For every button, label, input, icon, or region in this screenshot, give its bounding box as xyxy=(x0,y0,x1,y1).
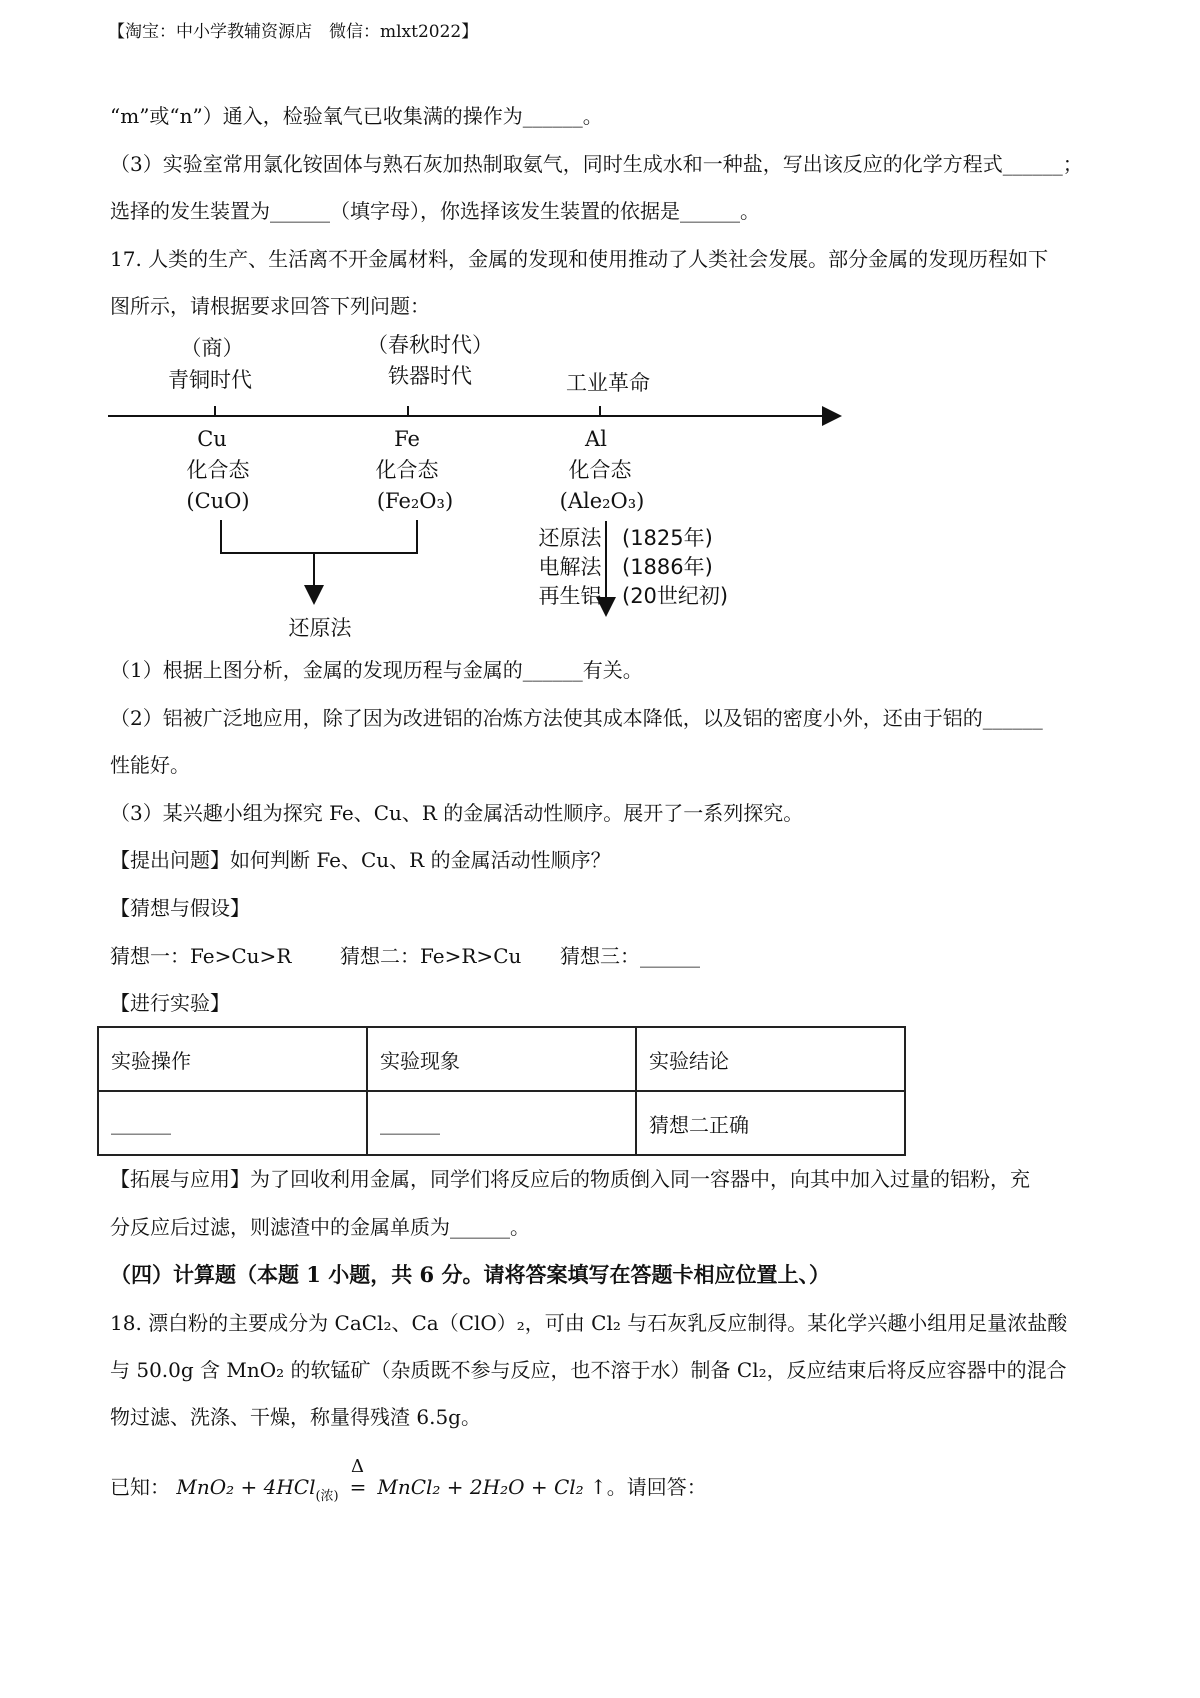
hypothesis-1: 猜想一：Fe>Cu>R xyxy=(110,944,292,968)
era-period: （春秋时代） xyxy=(367,333,493,357)
question-17-3: （3）某兴趣小组为探究 Fe、Cu、R 的金属活动性顺序。展开了一系列探究。 xyxy=(110,801,804,825)
equation-condition: Δ = xyxy=(349,1456,367,1499)
metal-compound: (CuO) xyxy=(186,489,250,513)
equation-rhs: MnCl₂ + 2H₂O + Cl₂ ↑ xyxy=(377,1475,607,1499)
al-method: 再生铝 xyxy=(538,584,602,608)
table-row xyxy=(98,1091,905,1155)
al-year: (1825年) xyxy=(622,526,713,550)
metal-state: 化合态 xyxy=(375,458,439,482)
question-17-1: （1）根据上图分析，金属的发现历程与金属的______有关。 xyxy=(110,658,643,682)
extension-line2: 分反应后过滤，则滤渣中的金属单质为______。 xyxy=(110,1215,530,1239)
question-18-line2: 与 50.0g 含 MnO₂ 的软锰矿（杂质既不参与反应，也不溶于水）制备 Cl₂，反应结束后将反应容器中的混合 xyxy=(110,1358,1067,1382)
equation-lhs-note: (浓) xyxy=(315,1489,339,1504)
era-period: （商） xyxy=(180,336,244,360)
metal-state: 化合态 xyxy=(568,458,632,482)
table-header-row xyxy=(98,1027,905,1091)
merge-bracket xyxy=(221,520,417,553)
text-line: 选择的发生装置为______（填字母），你选择该发生装置的依据是______。 xyxy=(110,199,760,223)
metal-symbol: Al xyxy=(585,427,607,451)
hypothesis-2: 猜想二：Fe>R>Cu xyxy=(340,944,522,968)
metal-state: 化合态 xyxy=(186,458,250,482)
al-method: 还原法 xyxy=(538,526,602,550)
text-line: “m”或“n”）通入，检验氧气已收集满的操作为______。 xyxy=(110,104,603,128)
experiment-heading: 【进行实验】 xyxy=(110,991,230,1015)
era-name: 青铜时代 xyxy=(168,368,252,392)
merge-method: 还原法 xyxy=(288,616,352,640)
table-cell: ______ xyxy=(367,1091,636,1155)
question-17-2: （2）铝被广泛地应用，除了因为改进铝的冶炼方法使其成本降低，以及铝的密度小外，还由于铝的______ xyxy=(110,706,1043,730)
al-year: (20世纪初) xyxy=(622,584,729,608)
table-cell: 猜想二正确 xyxy=(636,1091,905,1155)
experiment-table xyxy=(97,1026,906,1156)
equation-line xyxy=(110,1456,707,1509)
metal-compound: (Ale₂O₃) xyxy=(559,489,645,513)
known-label: 已知： xyxy=(110,1475,170,1499)
question-17-line1: 17. 人类的生产、生活离不开金属材料，金属的发现和使用推动了人类社会发展。部分金属的发现历程如下 xyxy=(110,247,1049,271)
al-year: (1886年) xyxy=(622,555,713,579)
metal-compound: (Fe₂O₃) xyxy=(376,489,454,513)
table-header: 实验结论 xyxy=(636,1027,905,1091)
section-heading: （四）计算题（本题 1 小题，共 6 分。请将答案填写在答题卡相应位置上、） xyxy=(110,1262,830,1287)
al-method: 电解法 xyxy=(538,555,602,579)
table-cell: ______ xyxy=(98,1091,367,1155)
table-header: 实验操作 xyxy=(98,1027,367,1091)
era-name: 铁器时代 xyxy=(388,364,472,388)
table-header: 实验现象 xyxy=(367,1027,636,1091)
era-name: 工业革命 xyxy=(566,371,650,395)
ask-question: 【提出问题】如何判断 Fe、Cu、R 的金属活动性顺序？ xyxy=(110,848,611,872)
text-line: （3）实验室常用氯化铵固体与熟石灰加热制取氨气，同时生成水和一种盐，写出该反应的化学方程式______； xyxy=(110,152,1083,176)
question-18-line1: 18. 漂白粉的主要成分为 CaCl₂、Ca（ClO）₂，可由 Cl₂ 与石灰乳反应制得。某化学兴趣小组用足量浓盐酸 xyxy=(110,1311,1068,1335)
metal-discovery-timeline xyxy=(0,325,1200,650)
reply-prompt: 。请回答： xyxy=(606,1475,707,1499)
metal-symbol: Fe xyxy=(394,427,420,451)
metal-symbol: Cu xyxy=(197,427,227,451)
question-17-2-cont: 性能好。 xyxy=(110,753,190,777)
hypothesis-heading: 【猜想与假设】 xyxy=(110,896,250,920)
hypothesis-3: 猜想三：______ xyxy=(560,944,700,968)
extension-line1: 【拓展与应用】为了回收利用金属，同学们将反应后的物质倒入同一容器中，向其中加入过量的铝粉，充 xyxy=(110,1167,1030,1191)
question-18-line3: 物过滤、洗涤、干燥，称量得残渣 6.5g。 xyxy=(110,1405,481,1429)
page-header: 【淘宝：中小学教辅资源店 微信：mlxt2022】 xyxy=(108,22,479,42)
question-17-line2: 图所示，请根据要求回答下列问题： xyxy=(110,294,430,318)
equation-lhs: MnO₂ + 4HCl xyxy=(176,1475,316,1499)
